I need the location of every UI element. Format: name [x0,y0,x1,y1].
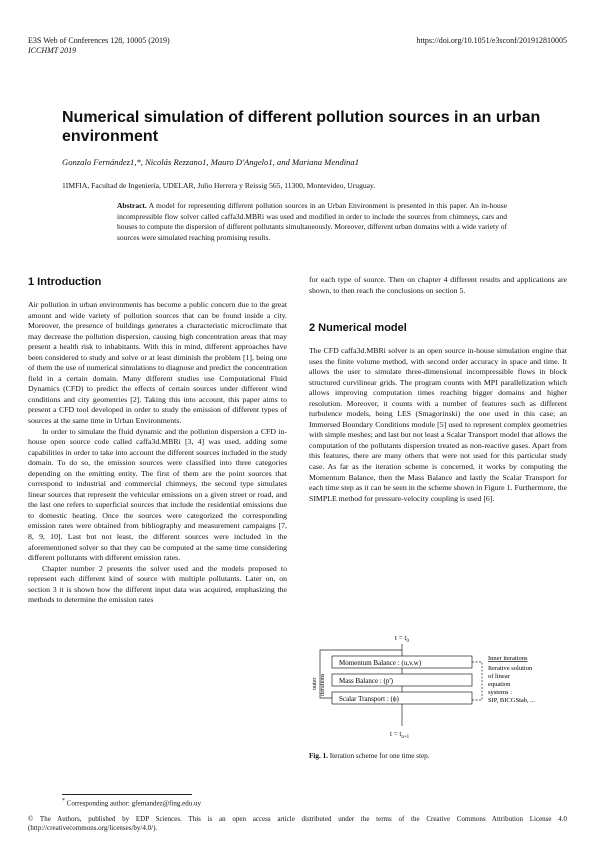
figure-caption-label: Fig. 1. [309,752,328,760]
author-list: Gonzalo Fernández1,*, Nicolás Rezzano1, Mauro D'Angelo1, and Mariana Mendina1 [62,157,360,167]
footnote-marker: * [62,798,65,804]
corresponding-author: Corresponding author: gfernandez@fing.edu.uy [66,799,202,808]
license-notice: © The Authors, published by EDP Sciences. This is an open access article distributed under the terms of the Creative Commons Attribution License 4.0 (http://creativecommons.org/licenses/by/4.0/). [28,815,567,832]
intro-paragraph-2: In order to simulate the fluid dynamic and the pollution dispersion a CFD in-house open source code called caffa3d.MBRi [3, 4] was used, adding some capabilities in order to take into account the different sources included in the study domain. To do so, the emission sources were classified into three categories depending on the emitting entity. The first of them are the point sources that correspond to industrial and commercial chimneys, the second type simulates linear sources that represent the vehicular emissions on a given street or road, and the last one refers to superficial sources that include the residential emissions due to domestic heating. Once the sources were categorized the corresponding emission rates were obtained from bibliography and measurement campaigns [7, 8, 9, 10]. Last but not least, the different sources were included in the aforementioned solver so that they can be computed at the same time considering different pollutants with different emission rates. [28,426,287,563]
momentum-balance-label: Momentum Balance : (u,v,w) [339,659,422,667]
figure-top-label: $t = t_0$ [395,634,409,644]
abstract-text: A model for representing different pollution sources in an Urban Environment is presented in this paper. An in-house incompressible flow solver called caffa3d.MBRi was used and modified in order to include the sources from chimneys, cars and houses to compute the dispersion of different pollutants simultaneously. Moreover, different urban domains with a wide variety of sources were simulated reaching promising results. [117,201,507,242]
conference-name: ICCHMT 2019 [28,46,77,55]
note-line-5: SIP, BICGStab, ... [488,697,536,704]
doi-link[interactable]: https://doi.org/10.1051/e3sconf/201912810005 [416,36,567,45]
affiliation: 1IMFIA, Facultad de Ingeniería, UDELAR, Julio Herrera y Reissig 565, 11300, Montevideo, Uruguay. [62,181,376,190]
numerical-model-paragraph: The CFD caffa3d.MBRi solver is an open source in-house simulation engine that uses the finite volume method, with second order accuracy in space and time. It allows the user to simulate three-dimensional incompressible flows in block structured curvilinear grids. The program counts with MPI parallelization which allows improving computation times reaching bigger domains and higher resolution. Moreover, it counts with a number of features such as different turbulence models, being LES (Smagorinski) the one used in this case; an Immersed Boundary Conditions module [5] used to represent complex geometries with simple meshes; and last but not least a Scalar Transport model that allows the computation of the pollutants dispersion treated as non-reactive gases. Apart from this features, there are many others that were not used for this particular study case. As far as the iteration scheme is concerned, it works by computing the Momentum Balance, then the Mass Balance and lastly the Scalar Transport for each time step as it can be seen in the scheme shown in Figure 1. Furthermore, the SIMPLE method for pressure-velocity coupling is used [6]. [309,346,567,503]
note-line-4: systems : [488,689,513,696]
note-line-2: of linear [488,673,510,680]
figure-caption-text: Iteration scheme for one time step. [329,752,430,760]
inner-iteration-bracket [472,662,482,700]
abstract-label: Abstract. [117,201,147,210]
section-2-heading: 2 Numerical model [309,322,407,334]
footnote-rule [62,794,192,795]
iteration-scheme-figure [312,630,567,750]
note-line-3: equation [488,681,511,688]
intro-paragraph-3-continued: for each type of source. Then on chapter 4 different results and applications are shown, to then reach the conclusions on section 5. [309,275,567,295]
right-column-top [309,275,567,296]
left-column [28,300,287,606]
numerical-model-text [309,346,567,504]
figure-caption [309,752,430,760]
intro-paragraph-1: Air pollution in urban environments has become a public concern due to the great amount and wide variety of pollution sources that can be found inside a city. Moreover, the presence of buildings generates a characteristic microclimate that may decrease the pollution dispersion, causing high concentration areas that may present a health risk to inhabitants. With this in mind, different approaches have been considered to study and solve or at least diminish the problem [1], being one of them the use of numerical simulations to diagnose and predict the concentration field in a certain domain. Many different studies use Computational Fluid Dynamics (CFD) to predict the effects of certain sources under different wind conditions and city geometries [2]. Taking this into account, this paper aims to present a CFD tool developed in order to study the emission of different types of sources at the same time in Urban Environments. [28,300,287,426]
abstract [117,201,507,243]
section-1-heading: 1 Introduction [28,276,102,288]
scalar-transport-label: Scalar Transport : (ϕ) [339,695,399,703]
footnote [62,797,201,808]
figure-bottom-label: $t = t_{n+1}$ [390,730,410,740]
paper-title: Numerical simulation of different pollution sources in an urban environment [62,109,541,145]
inner-iterations-title: Inner iterations [488,655,528,662]
journal-reference: E3S Web of Conferences 128, 10005 (2019) [28,36,170,45]
outer-label: outer [312,677,318,690]
mass-balance-label: Mass Balance : (p') [339,677,393,685]
intro-paragraph-3: Chapter number 2 presents the solver used and the models proposed to represent each different kind of source with multiple pollutants. Later on, on section 3 it is shown how the different input data was acquired, emphasizing the methods to determine the emission rates [28,563,287,605]
note-line-1: Iterative solution [488,665,533,672]
iterations-label: iterations [320,673,326,696]
